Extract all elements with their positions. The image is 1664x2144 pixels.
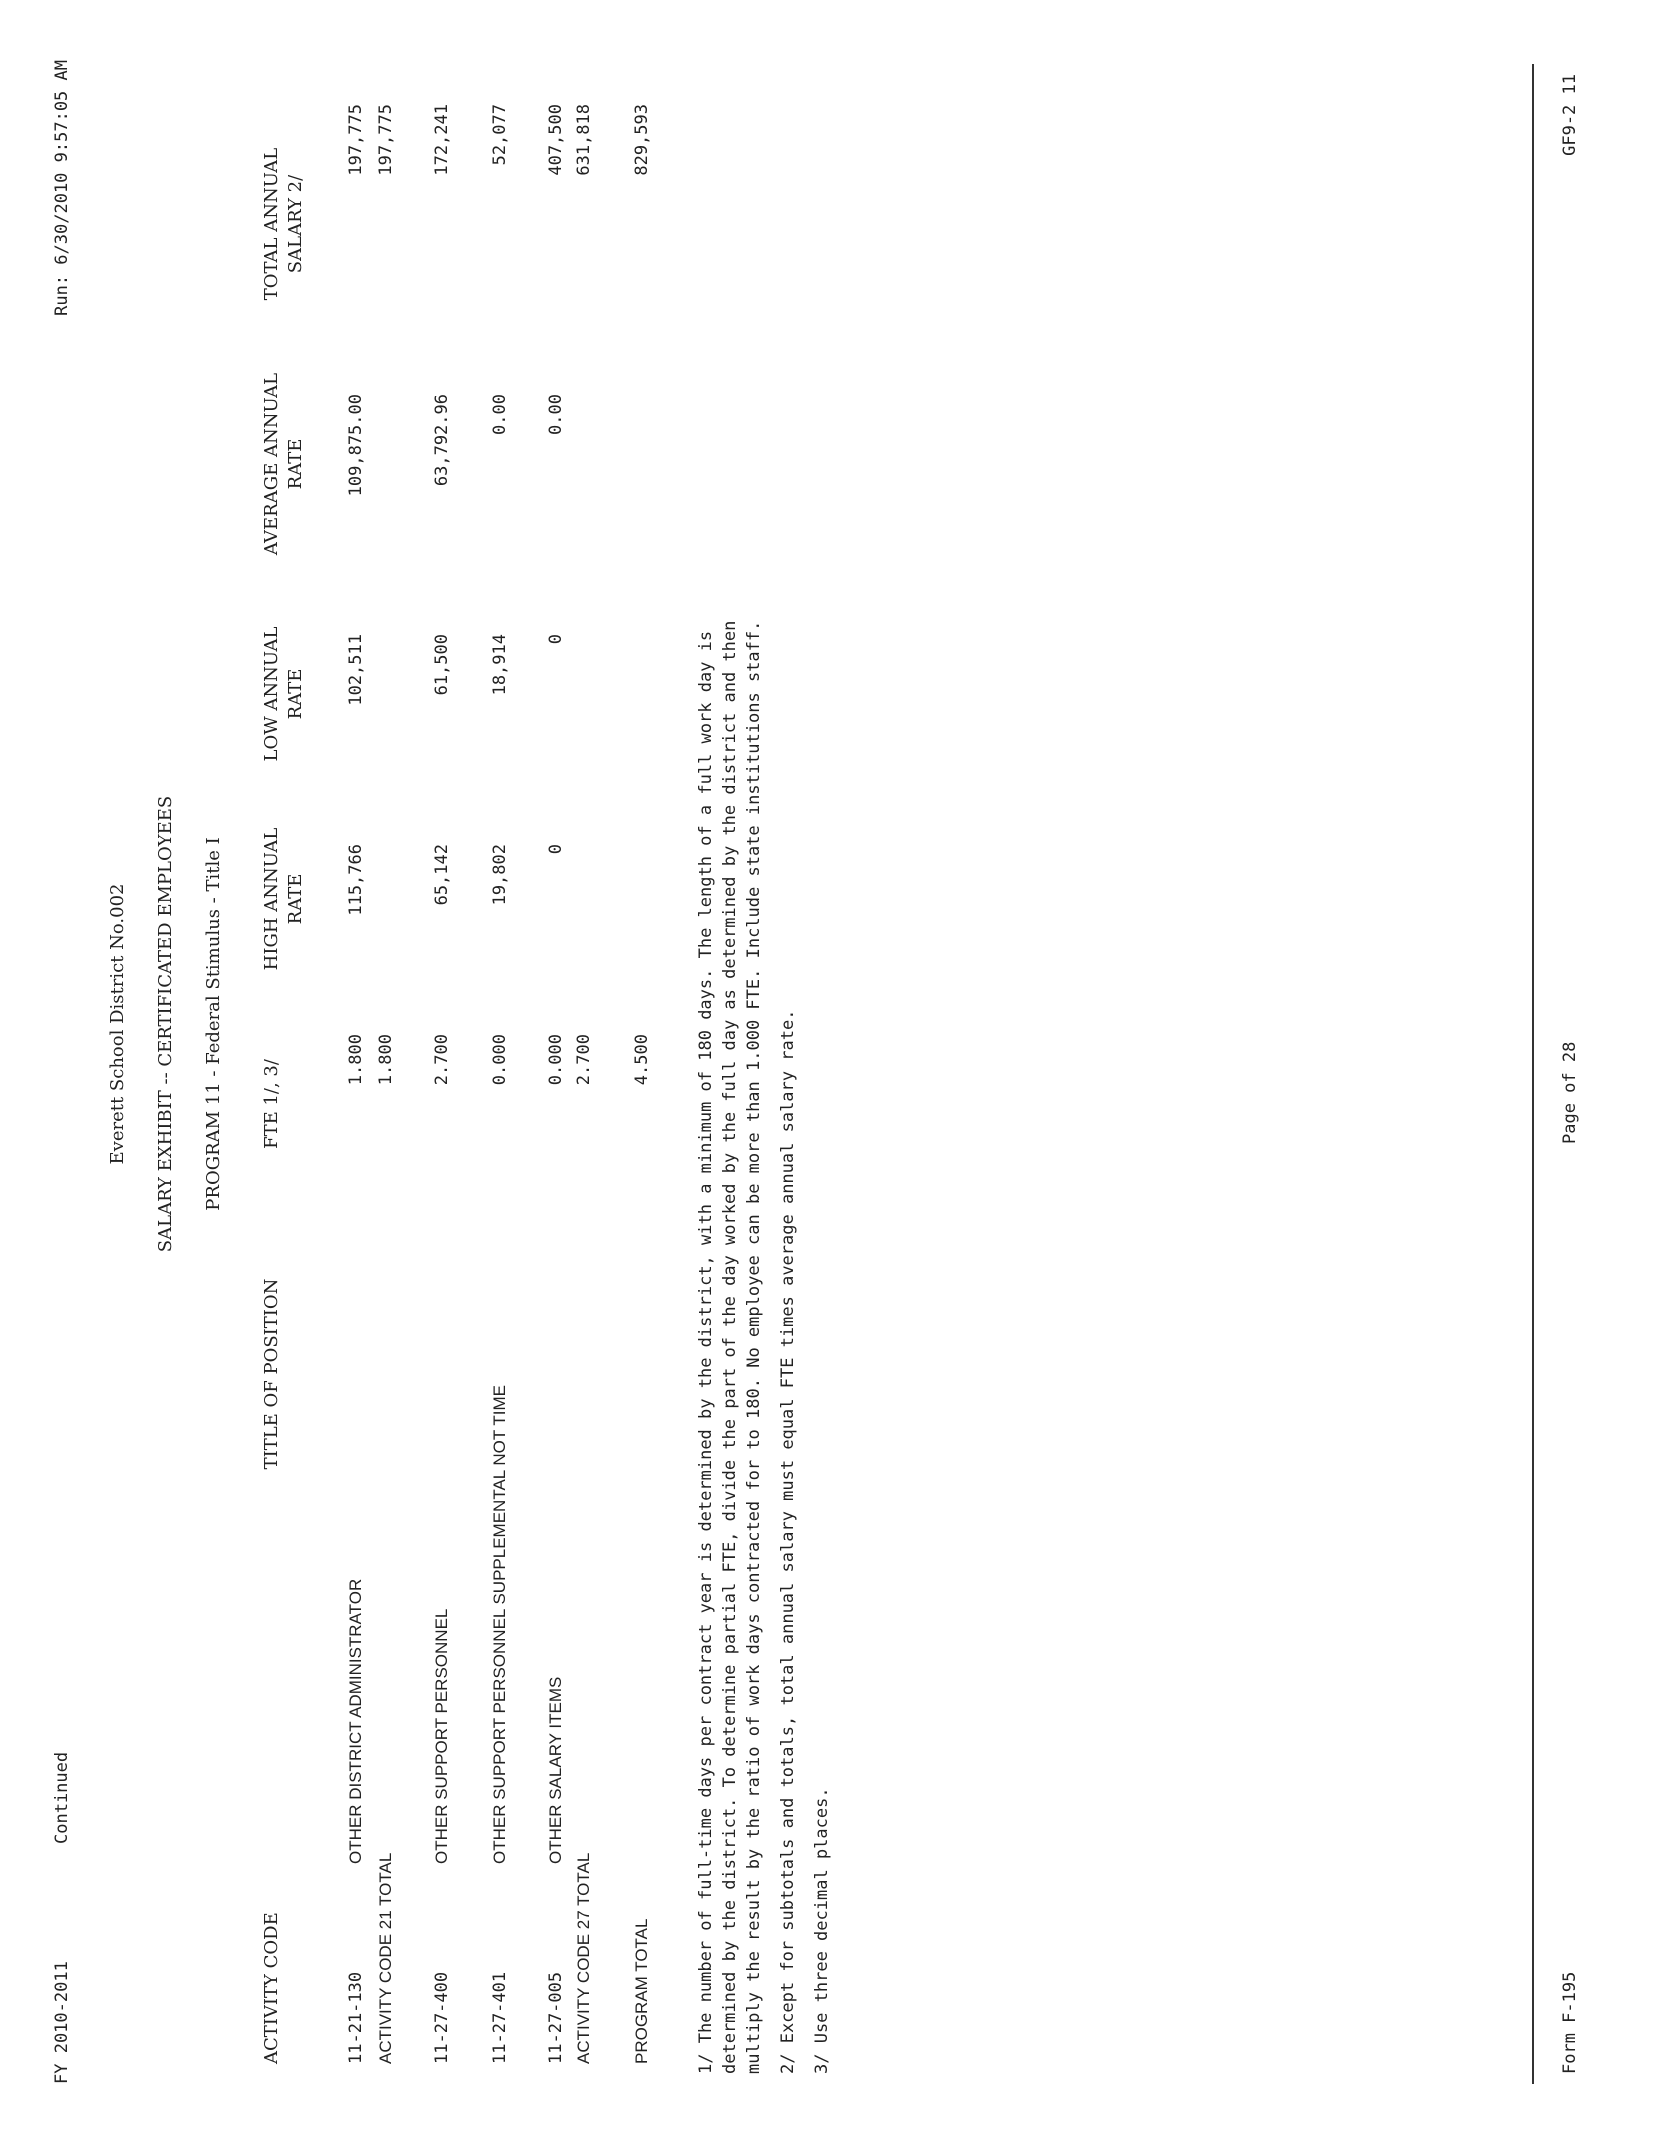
row-fte: 0.000 (490, 1034, 510, 1086)
row-low: 102,511 (346, 634, 366, 706)
row-high: 0 (546, 844, 566, 855)
program-title: PROGRAM 11 - Federal Stimulus - Title I (203, 837, 224, 1211)
row-low: 18,914 (490, 634, 510, 696)
col-avg-1: AVERAGE ANNUAL (261, 372, 282, 556)
col-activity-code: ACTIVITY CODE (261, 1912, 282, 2064)
col-avg-2: RATE (285, 438, 306, 490)
row-fte: 2.700 (574, 1034, 594, 1086)
row-total: 197,775 (346, 104, 366, 176)
row-high: 115,766 (346, 844, 366, 916)
col-total-2: SALARY 2/ (285, 174, 306, 274)
col-fte: FTE 1/, 3/ (261, 1059, 282, 1149)
exhibit-title: SALARY EXHIBIT -- CERTIFICATED EMPLOYEES (155, 795, 176, 1253)
row-avg: 0.00 (546, 394, 566, 435)
col-title: TITLE OF POSITION (261, 1278, 282, 1470)
row-total: 407,500 (546, 104, 566, 176)
row-code: PROGRAM TOTAL (632, 1918, 651, 2064)
row-avg: 0.00 (490, 394, 510, 435)
row-title: OTHER DISTRICT ADMINISTRATOR (346, 1578, 365, 1864)
row-code: ACTIVITY CODE 27 TOTAL (574, 1852, 593, 2064)
row-high: 19,802 (490, 844, 510, 906)
form-code: GF9-2 11 (1560, 74, 1580, 156)
row-low: 61,500 (432, 634, 452, 696)
col-low-2: RATE (285, 668, 306, 720)
row-code: 11-27-005 (546, 1971, 566, 2064)
row-total: 172,241 (432, 104, 452, 176)
row-total: 52,077 (490, 104, 510, 166)
footer-rule (1532, 64, 1534, 2084)
row-fte: 0.000 (546, 1034, 566, 1086)
row-code: 11-27-400 (432, 1971, 452, 2064)
footnote-1a: 1/ The number of full-time days per contract year is determined by the district, with a minimum of 180 days. The length of a full work day is (696, 630, 716, 2074)
row-avg: 63,792.96 (432, 394, 452, 487)
row-code: 11-21-130 (346, 1971, 366, 2064)
row-total: 631,818 (574, 104, 594, 176)
district-title: Everett School District No.002 (107, 883, 128, 1165)
col-low-1: LOW ANNUAL (261, 626, 282, 762)
row-title: OTHER SUPPORT PERSONNEL (432, 1608, 451, 1864)
row-fte: 1.800 (346, 1034, 366, 1086)
row-low: 0 (546, 634, 566, 645)
page-number: Page of 28 (1560, 1041, 1580, 1144)
row-high: 65,142 (432, 844, 452, 906)
footnote-1b: determined by the district. To determine partial FTE, divide the part of the day worked by the full day as determined by the district and then (720, 620, 740, 2074)
footnote-3: 3/ Use three decimal places. (812, 1787, 832, 2074)
row-fte: 4.500 (632, 1034, 652, 1086)
footnote-2: 2/ Except for subtotals and totals, total annual salary must equal FTE times average annual salary rate. (778, 1009, 798, 2074)
row-title: OTHER SUPPORT PERSONNEL SUPPLEMENTAL NOT TIME (490, 1385, 509, 1864)
col-high-2: RATE (285, 873, 306, 925)
form-number: Form F-195 (1560, 1971, 1580, 2074)
row-title: OTHER SALARY ITEMS (546, 1676, 565, 1864)
row-fte: 1.800 (376, 1034, 396, 1086)
run-timestamp: Run: 6/30/2010 9:57:05 AM (52, 60, 72, 316)
row-fte: 2.700 (432, 1034, 452, 1086)
col-high-1: HIGH ANNUAL (261, 827, 282, 971)
footnote-1c: multiply the result by the ratio of work days contracted for to 180. No employee can be more than 1.000 FTE. Include state institutions staff. (744, 620, 764, 2074)
col-total-1: TOTAL ANNUAL (261, 147, 282, 301)
row-total: 197,775 (376, 104, 396, 176)
row-avg: 109,875.00 (346, 394, 366, 497)
row-total: 829,593 (632, 104, 652, 176)
fiscal-year: FY 2010-2011 (52, 1961, 72, 2084)
continued-label: Continued (52, 1751, 72, 1844)
row-code: 11-27-401 (490, 1971, 510, 2064)
row-code: ACTIVITY CODE 21 TOTAL (376, 1852, 395, 2064)
